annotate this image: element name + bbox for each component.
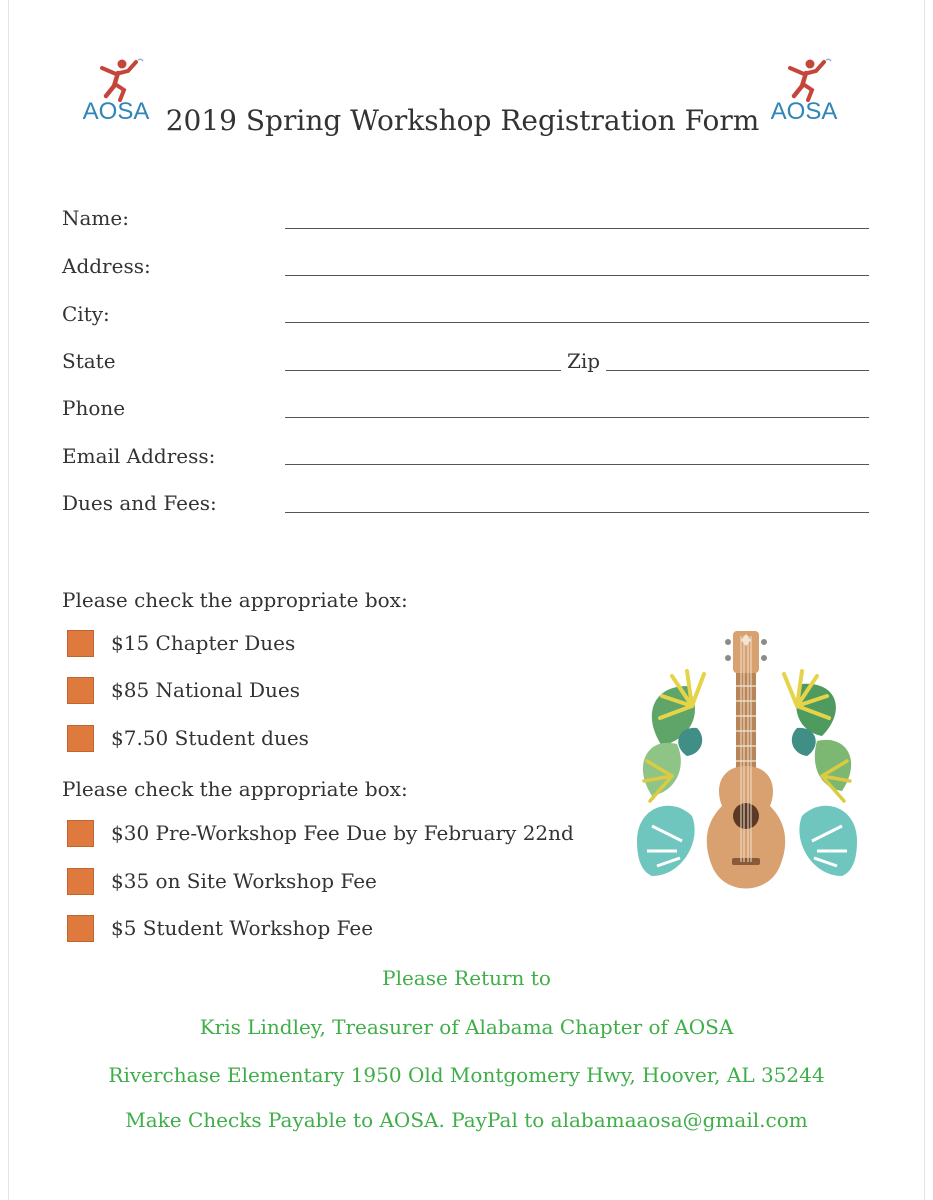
option-student-dues[interactable] <box>67 723 309 753</box>
payment-info: Make Checks Payable to AOSA. PayPal to alabamaaosa@gmail.com <box>125 1108 808 1132</box>
zip-label: Zip <box>567 349 601 373</box>
option-label: $5 Student Workshop Fee <box>111 916 374 940</box>
aosa-logo-right <box>764 56 844 126</box>
ukulele-with-leaves-icon <box>632 626 862 906</box>
city-field[interactable] <box>285 322 869 323</box>
logo-text: AOSA <box>82 98 150 125</box>
dancer-logo-icon <box>76 56 156 104</box>
option-national-dues[interactable] <box>67 675 300 705</box>
student-dues-checkbox[interactable] <box>67 725 94 752</box>
national-dues-checkbox[interactable] <box>67 677 94 704</box>
phone-field[interactable] <box>285 417 869 418</box>
state-label: State <box>62 349 116 373</box>
zip-field[interactable] <box>606 370 869 371</box>
student-workshop-fee-checkbox[interactable] <box>67 915 94 942</box>
option-label: $7.50 Student dues <box>111 726 309 750</box>
state-field[interactable] <box>285 370 561 371</box>
return-address: Riverchase Elementary 1950 Old Montgomery Hwy, Hoover, AL 35244 <box>108 1063 825 1087</box>
phone-label: Phone <box>62 396 126 420</box>
option-pre-workshop-fee[interactable] <box>67 818 574 848</box>
address-field[interactable] <box>285 275 869 276</box>
pre-workshop-fee-checkbox[interactable] <box>67 820 94 847</box>
option-on-site-fee[interactable] <box>67 866 377 896</box>
email-field[interactable] <box>285 464 869 465</box>
address-label: Address: <box>62 254 151 278</box>
fees-instruction: Please check the appropriate box: <box>62 777 408 801</box>
logo-text: AOSA <box>770 98 838 125</box>
email-label: Email Address: <box>62 444 216 468</box>
city-label: City: <box>62 302 110 326</box>
dues-fees-label: Dues and Fees: <box>62 491 217 515</box>
option-label: $15 Chapter Dues <box>111 631 296 655</box>
dues-instruction: Please check the appropriate box: <box>62 588 408 612</box>
option-label: $35 on Site Workshop Fee <box>111 869 377 893</box>
name-label: Name: <box>62 206 129 230</box>
dancer-logo-icon <box>764 56 844 104</box>
option-label: $85 National Dues <box>111 678 301 702</box>
on-site-fee-checkbox[interactable] <box>67 868 94 895</box>
aosa-logo-left <box>76 56 156 126</box>
option-student-workshop-fee[interactable] <box>67 913 373 943</box>
option-label: $30 Pre-Workshop Fee Due by February 22nd <box>111 821 574 845</box>
chapter-dues-checkbox[interactable] <box>67 630 94 657</box>
return-heading: Please Return to <box>382 966 551 990</box>
page-title: 2019 Spring Workshop Registration Form <box>165 104 760 137</box>
dues-fees-field[interactable] <box>285 512 869 513</box>
option-chapter-dues[interactable] <box>67 628 295 658</box>
return-recipient: Kris Lindley, Treasurer of Alabama Chapter of AOSA <box>199 1015 734 1039</box>
name-field[interactable] <box>285 228 869 229</box>
